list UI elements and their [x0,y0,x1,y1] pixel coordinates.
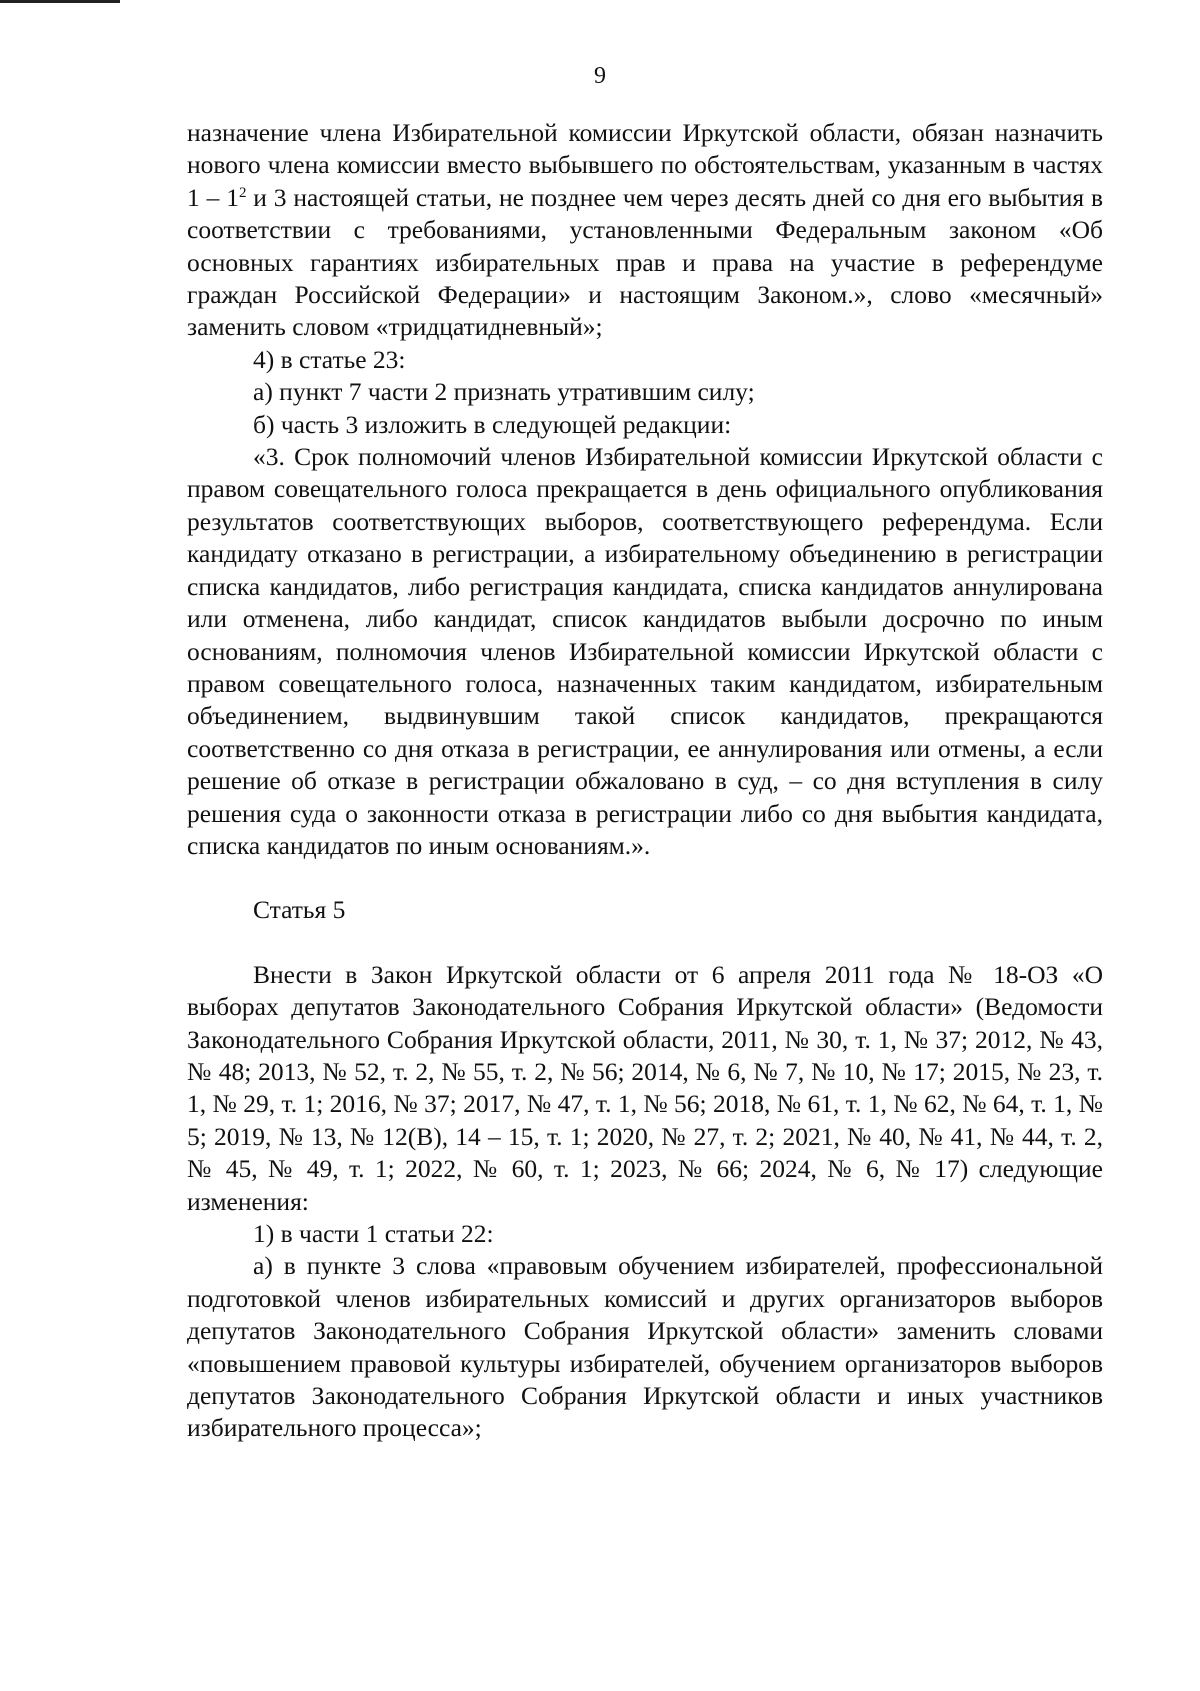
scan-edge-mark [0,0,120,3]
article-5-intro: Внести в Закон Иркутской области от 6 апреля 2011 года № 18-ОЗ «О выборах депутатов Законодательного Собрания Иркутской области» (Ведомости Законодательного Собрания Иркутской области, 2011, № 30, т. 1, № 37; 2012, № 43, № 48; 2013, № 52, т. 2, № 55, т. 2, № 56; 2014, № 6, № 7, № 10, № 17; 2015, № 23, т. 1, № 29, т. 1; 2016, № 37; 2017, № 47, т. 1, № 56; 2018, № 61, т. 1, № 62, № 64, т. 1, № 5; 2019, № 13, № 12(В), 14 – 15, т. 1; 2020, № 27, т. 2; 2021, № 40, № 41, № 44, т. 2, № 45, № 49, т. 1; 2022, № 60, т. 1; 2023, № 66; 2024, № 6, № 17) следующие изменения: [187,959,1103,1216]
subitem-a: а) пункт 7 части 2 признать утратившим силу; [253,377,755,407]
paragraph-text-tail: и 3 настоящей статьи, не позднее чем через десять дней со дня его выбытия в соответствии с требованиями, установленными Федеральным законом «Об основных гарантиях избирательных прав и права на участие в референдуме граждан Российской Федерации» и настоящим Законом.», слово «месячный» заменить словом «тридцатидневный»; [187,182,1103,342]
subitem-a-2: а) в пункте 3 слова «правовым обучением избирателей, профессиональной подготовкой членов избирательных комиссий и других организаторов выборов депутатов Законодательного Собрания Иркутской области» заменить словами «повышением правовой культуры избирателей, обучением организаторов выборов депутатов Законодательного Собрания Иркутской области и иных участников избирательного процесса»; [187,1251,1103,1443]
list-item-4: 4) в статье 23: [253,344,406,374]
page-number: 9 [594,63,606,89]
article-heading: Статья 5 [253,895,346,925]
quoted-part-3: «3. Срок полномочий членов Избирательной комиссии Иркутской области с правом совещательного голоса прекращается в день официального опубликования результатов соответствующих выборов, соответствующего референдума. Если кандидату отказано в регистрации, а избирательному объединению в регистрации списка кандидатов, либо регистрация кандидата, списка кандидатов аннулирована или отменена, либо кандидат, список кандидатов выбыли досрочно по иным основаниям, полномочия членов Избирательной комиссии Иркутской области с правом совещательного голоса, назначенных таким кандидатом, избирательным объединением, выдвинувшим такой список кандидатов, прекращаются соответственно со дня отказа в регистрации, ее аннулирования или отмены, а если решение об отказе в регистрации обжаловано в суд, – со дня вступления в силу решения суда о законности отказа в регистрации либо со дня выбытия кандидата, списка кандидатов по иным основаниям.». [187,442,1103,860]
paragraph-continuation [187,117,1103,344]
paragraph-text: назначение члена Избирательной комиссии Иркутской области, обязан назначить нового члена комиссии вместо выбывшего по обстоятельствам, указанным в частях 1 – 1 [187,118,1103,212]
document-body [187,117,1103,1445]
subitem-b: б) часть 3 изложить в следующей редакции: [253,409,732,439]
superscript: 2 [238,184,247,201]
list-item-1: 1) в части 1 статьи 22: [253,1219,494,1248]
